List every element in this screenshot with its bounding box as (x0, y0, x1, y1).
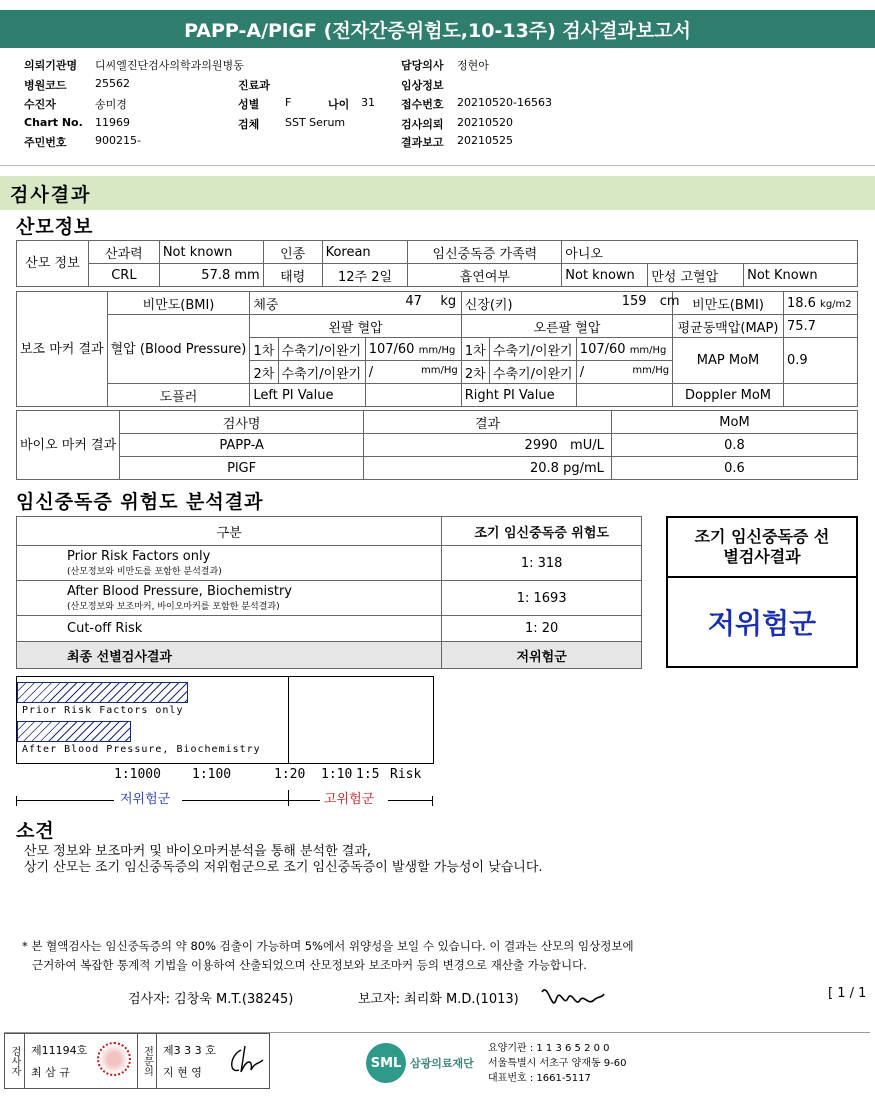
age-value: 31 (361, 96, 375, 109)
field-label: 병원코드 (24, 79, 67, 92)
bio-row-label: 바이오 마커 결과 (17, 411, 120, 480)
field-value: 정현아 (457, 59, 489, 72)
smoke-label: 흡연여부 (408, 264, 562, 287)
weight-value: 47 (405, 293, 422, 309)
family-label: 임신중독증 가족력 (408, 241, 562, 264)
opinion-line: 산모 정보와 보조마커 및 바이오마커분석을 통해 분석한 결과, (24, 844, 372, 859)
bio-name: PlGF (120, 457, 364, 480)
tick-label: 1:20 (274, 767, 306, 782)
map-mom-value: 0.9 (783, 338, 857, 384)
report-title: PAPP-A/PlGF (전자간증위험도,10-13주) 검사결과보고서 (0, 10, 875, 48)
unit: mm/Hg (421, 364, 458, 376)
bio-table (16, 410, 858, 480)
bp-second-left: 2차 (250, 361, 278, 384)
risk-heading: 임신중독증 위험도 분석결과 (16, 491, 264, 513)
opinion-line: 상기 산모는 조기 임신중독증의 저위험군으로 조기 임신중독증이 발생할 가능성이 낮습니다. (24, 860, 543, 875)
table-row (17, 546, 642, 581)
bmi2-unit: kg/m2 (820, 298, 852, 310)
field-label: 결과보고 (401, 136, 444, 149)
graph-bar (17, 682, 188, 703)
age-label: 산과력 (88, 241, 159, 264)
graph-bar-label: Prior Risk Factors only (22, 705, 184, 716)
field-value: 11969 (95, 116, 130, 129)
risk-label: After Blood Pressure, Biochemistry (67, 584, 292, 599)
sd-label: 수축기/이완기 (489, 361, 576, 384)
license-no: 제11194호 (31, 1044, 88, 1057)
race-label: 인종 (263, 241, 322, 264)
bp-first-left: 1차 (250, 338, 278, 361)
ga-value: 12주 2일 (322, 264, 408, 287)
bmi2-label: 비만도(BMI) (673, 292, 784, 315)
bp-second-right: 2차 (461, 361, 489, 384)
reporter-signature (538, 978, 608, 1014)
table-row (17, 581, 642, 616)
field-label: Chart No. (24, 116, 83, 129)
bio-mom: 0.6 (612, 457, 858, 480)
map-mom-label: MAP MoM (673, 338, 784, 384)
right-arm-label: 오른팔 혈압 (461, 315, 672, 338)
org-line: 요양기관 : 1 1 3 6 5 2 0 0 (488, 1043, 610, 1054)
risk-value: 1: 1693 (442, 581, 642, 616)
table-row (17, 616, 642, 642)
height-value: 159 (621, 293, 647, 309)
high-risk-label: 고위험군 (324, 792, 375, 807)
bmi2-value: 18.6 (786, 295, 816, 311)
org-line: 서울특별시 서초구 양재동 9-60 (488, 1058, 627, 1069)
aux-row-label: 보조 마커 결과 (17, 292, 108, 407)
field-value: 20210520-16563 (457, 96, 552, 109)
table-row (17, 434, 858, 457)
risk-graph (16, 676, 434, 764)
license-name: 최 삼 규 (31, 1066, 70, 1079)
field-value: 25562 (95, 77, 130, 90)
doppler-mom-label: Doppler MoM (673, 384, 784, 407)
sd-label: 수축기/이완기 (489, 338, 576, 361)
risk-label: Prior Risk Factors only (67, 549, 211, 564)
crl-value: 57.8 mm (159, 264, 263, 287)
tick-label: Risk (390, 767, 422, 782)
low-risk-label: 저위험군 (120, 792, 171, 807)
risk-col1: 구분 (17, 517, 442, 546)
result-box-title: 조기 임신중독증 선별검사결과 (668, 518, 856, 578)
tick-label: 1:1000 (114, 767, 161, 782)
risk-label: Cut-off Risk (17, 616, 442, 642)
bio-result: 2990 (524, 437, 558, 453)
divider (0, 165, 875, 166)
org-name: 삼광의료재단 (410, 1057, 474, 1070)
risk-col2: 조기 임신중독증 위험도 (442, 517, 642, 546)
risk-table (16, 516, 642, 669)
unit: mm/Hg (418, 344, 456, 356)
sd-label: 수축기/이완기 (278, 361, 365, 384)
bmi-label: 비만도(BMI) (107, 292, 250, 315)
tick-label: 1:10 (321, 767, 353, 782)
height-unit: cm (659, 293, 680, 309)
age-value: Not known (159, 241, 263, 264)
graph-axis (16, 764, 436, 824)
risk-value: 1: 20 (442, 616, 642, 642)
lpi-label: Left PI Value (250, 384, 365, 407)
graph-bar (17, 721, 131, 742)
field-label: 임상정보 (401, 79, 444, 92)
dept-label: 진료과 (238, 79, 270, 92)
r1-value: 107/60 (579, 341, 626, 357)
field-value: 디씨엘진단검사의학과의원병동 (95, 59, 244, 72)
weight-unit: kg (440, 293, 457, 309)
bp-first-right: 1차 (461, 338, 489, 361)
age-label: 나이 (328, 98, 350, 111)
field-value: 20210525 (457, 134, 513, 147)
page-number: [ 1 / 1 (828, 986, 867, 1001)
maternal-row-label: 산모 정보 (17, 241, 89, 287)
specimen-label: 검체 (238, 118, 260, 131)
maternal-table (16, 240, 858, 287)
unit: mm/Hg (629, 344, 667, 356)
family-value: 아니오 (562, 241, 858, 264)
sd-label: 수축기/이완기 (278, 338, 365, 361)
race-value: Korean (322, 241, 408, 264)
risk-value: 1: 318 (442, 546, 642, 581)
r2-value: / (579, 364, 585, 380)
sex-value: F (285, 96, 292, 109)
height-label: 신장(키) (464, 297, 513, 313)
bio-mom: 0.8 (612, 434, 858, 457)
final-label: 최종 선별검사결과 (17, 642, 442, 669)
field-value: 송미경 (95, 98, 127, 111)
license-no: 제3 3 3 호 (163, 1044, 216, 1057)
bio-col-mom: MoM (612, 411, 858, 434)
left-arm-label: 왼팔 혈압 (250, 315, 461, 338)
maternal-heading: 산모정보 (16, 216, 94, 238)
table-row (17, 457, 858, 480)
tick-label: 1:5 (356, 767, 380, 782)
field-label: 주민번호 (24, 136, 67, 149)
bio-col-name: 검사명 (120, 411, 364, 434)
footer (4, 1032, 870, 1092)
crl-label: CRL (88, 264, 159, 287)
bio-result: 20.8 (529, 460, 559, 476)
doppler-label: 도플러 (107, 384, 250, 407)
htn-label: 만성 고혈압 (648, 264, 744, 287)
bp-label: 혈압 (Blood Pressure) (107, 315, 250, 384)
sml-logo: SML (366, 1043, 406, 1083)
graph-bar-label: After Blood Pressure, Biochemistry (22, 744, 261, 755)
field-label: 의뢰기관명 (24, 59, 78, 72)
field-value: 20210520 (457, 116, 513, 129)
bio-unit: pg/mL (563, 460, 604, 476)
stamp-seal (97, 1042, 131, 1076)
final-value: 저위험군 (442, 642, 642, 669)
org-line: 대표번호 : 1661-5117 (488, 1073, 591, 1084)
result-box-value: 저위험군 (707, 607, 817, 640)
bio-name: PAPP-A (120, 434, 364, 457)
rpi-label: Right PI Value (461, 384, 576, 407)
cutoff-line (288, 677, 289, 763)
bio-unit: mU/L (570, 437, 604, 453)
specialist-signature (223, 1042, 267, 1080)
license-name: 지 현 영 (163, 1066, 202, 1079)
section-title: 검사결과 (0, 176, 875, 210)
specialist-vertical-label: 전문의 (141, 1046, 153, 1076)
tester: 검사자: 김창욱 M.T.(38245) (128, 992, 294, 1007)
sex-label: 성별 (238, 98, 260, 111)
l2-value: / (368, 364, 374, 380)
smoke-value: Not known (562, 264, 648, 287)
risk-sub: (산모정보와 보조마커, 바이오마커를 포함한 분석결과) (67, 602, 280, 612)
disclaimer-line: 근거하여 복잡한 통계적 기법을 이용하여 산출되었으며 산모정보와 보조마커 등의 변경으로 재산출 가능합니다. (32, 958, 587, 972)
aux-table (16, 291, 858, 407)
reporter: 보고자: 최리화 M.D.(1013) (358, 992, 519, 1007)
field-value: 900215- (95, 134, 141, 147)
license-box (4, 1033, 270, 1089)
risk-sub: (산모정보와 비만도를 포함한 분석결과) (67, 567, 222, 577)
tester-vertical-label: 검사자 (9, 1046, 20, 1076)
weight-label: 체중 (253, 297, 279, 313)
htn-value: Not Known (744, 264, 858, 287)
field-label: 수진자 (24, 98, 56, 111)
field-label: 접수번호 (401, 98, 444, 111)
map-label: 평균동맥압(MAP) (673, 315, 784, 338)
map-value: 75.7 (783, 315, 857, 338)
specimen-value: SST Serum (285, 116, 346, 129)
ga-label: 태령 (263, 264, 322, 287)
l1-value: 107/60 (368, 341, 415, 357)
bio-col-result: 결과 (364, 411, 612, 434)
unit: mm/Hg (632, 364, 670, 376)
tick-label: 1:100 (192, 767, 232, 782)
opinion-heading: 소견 (16, 820, 55, 842)
result-box (666, 516, 858, 668)
field-label: 담당의사 (401, 59, 444, 72)
field-label: 검사의뢰 (401, 118, 444, 131)
disclaimer-line: * 본 혈액검사는 임신중독증의 약 80% 검출이 가능하며 5%에서 위양성을 보일 수 있습니다. 이 결과는 산모의 임상정보에 (22, 939, 634, 953)
